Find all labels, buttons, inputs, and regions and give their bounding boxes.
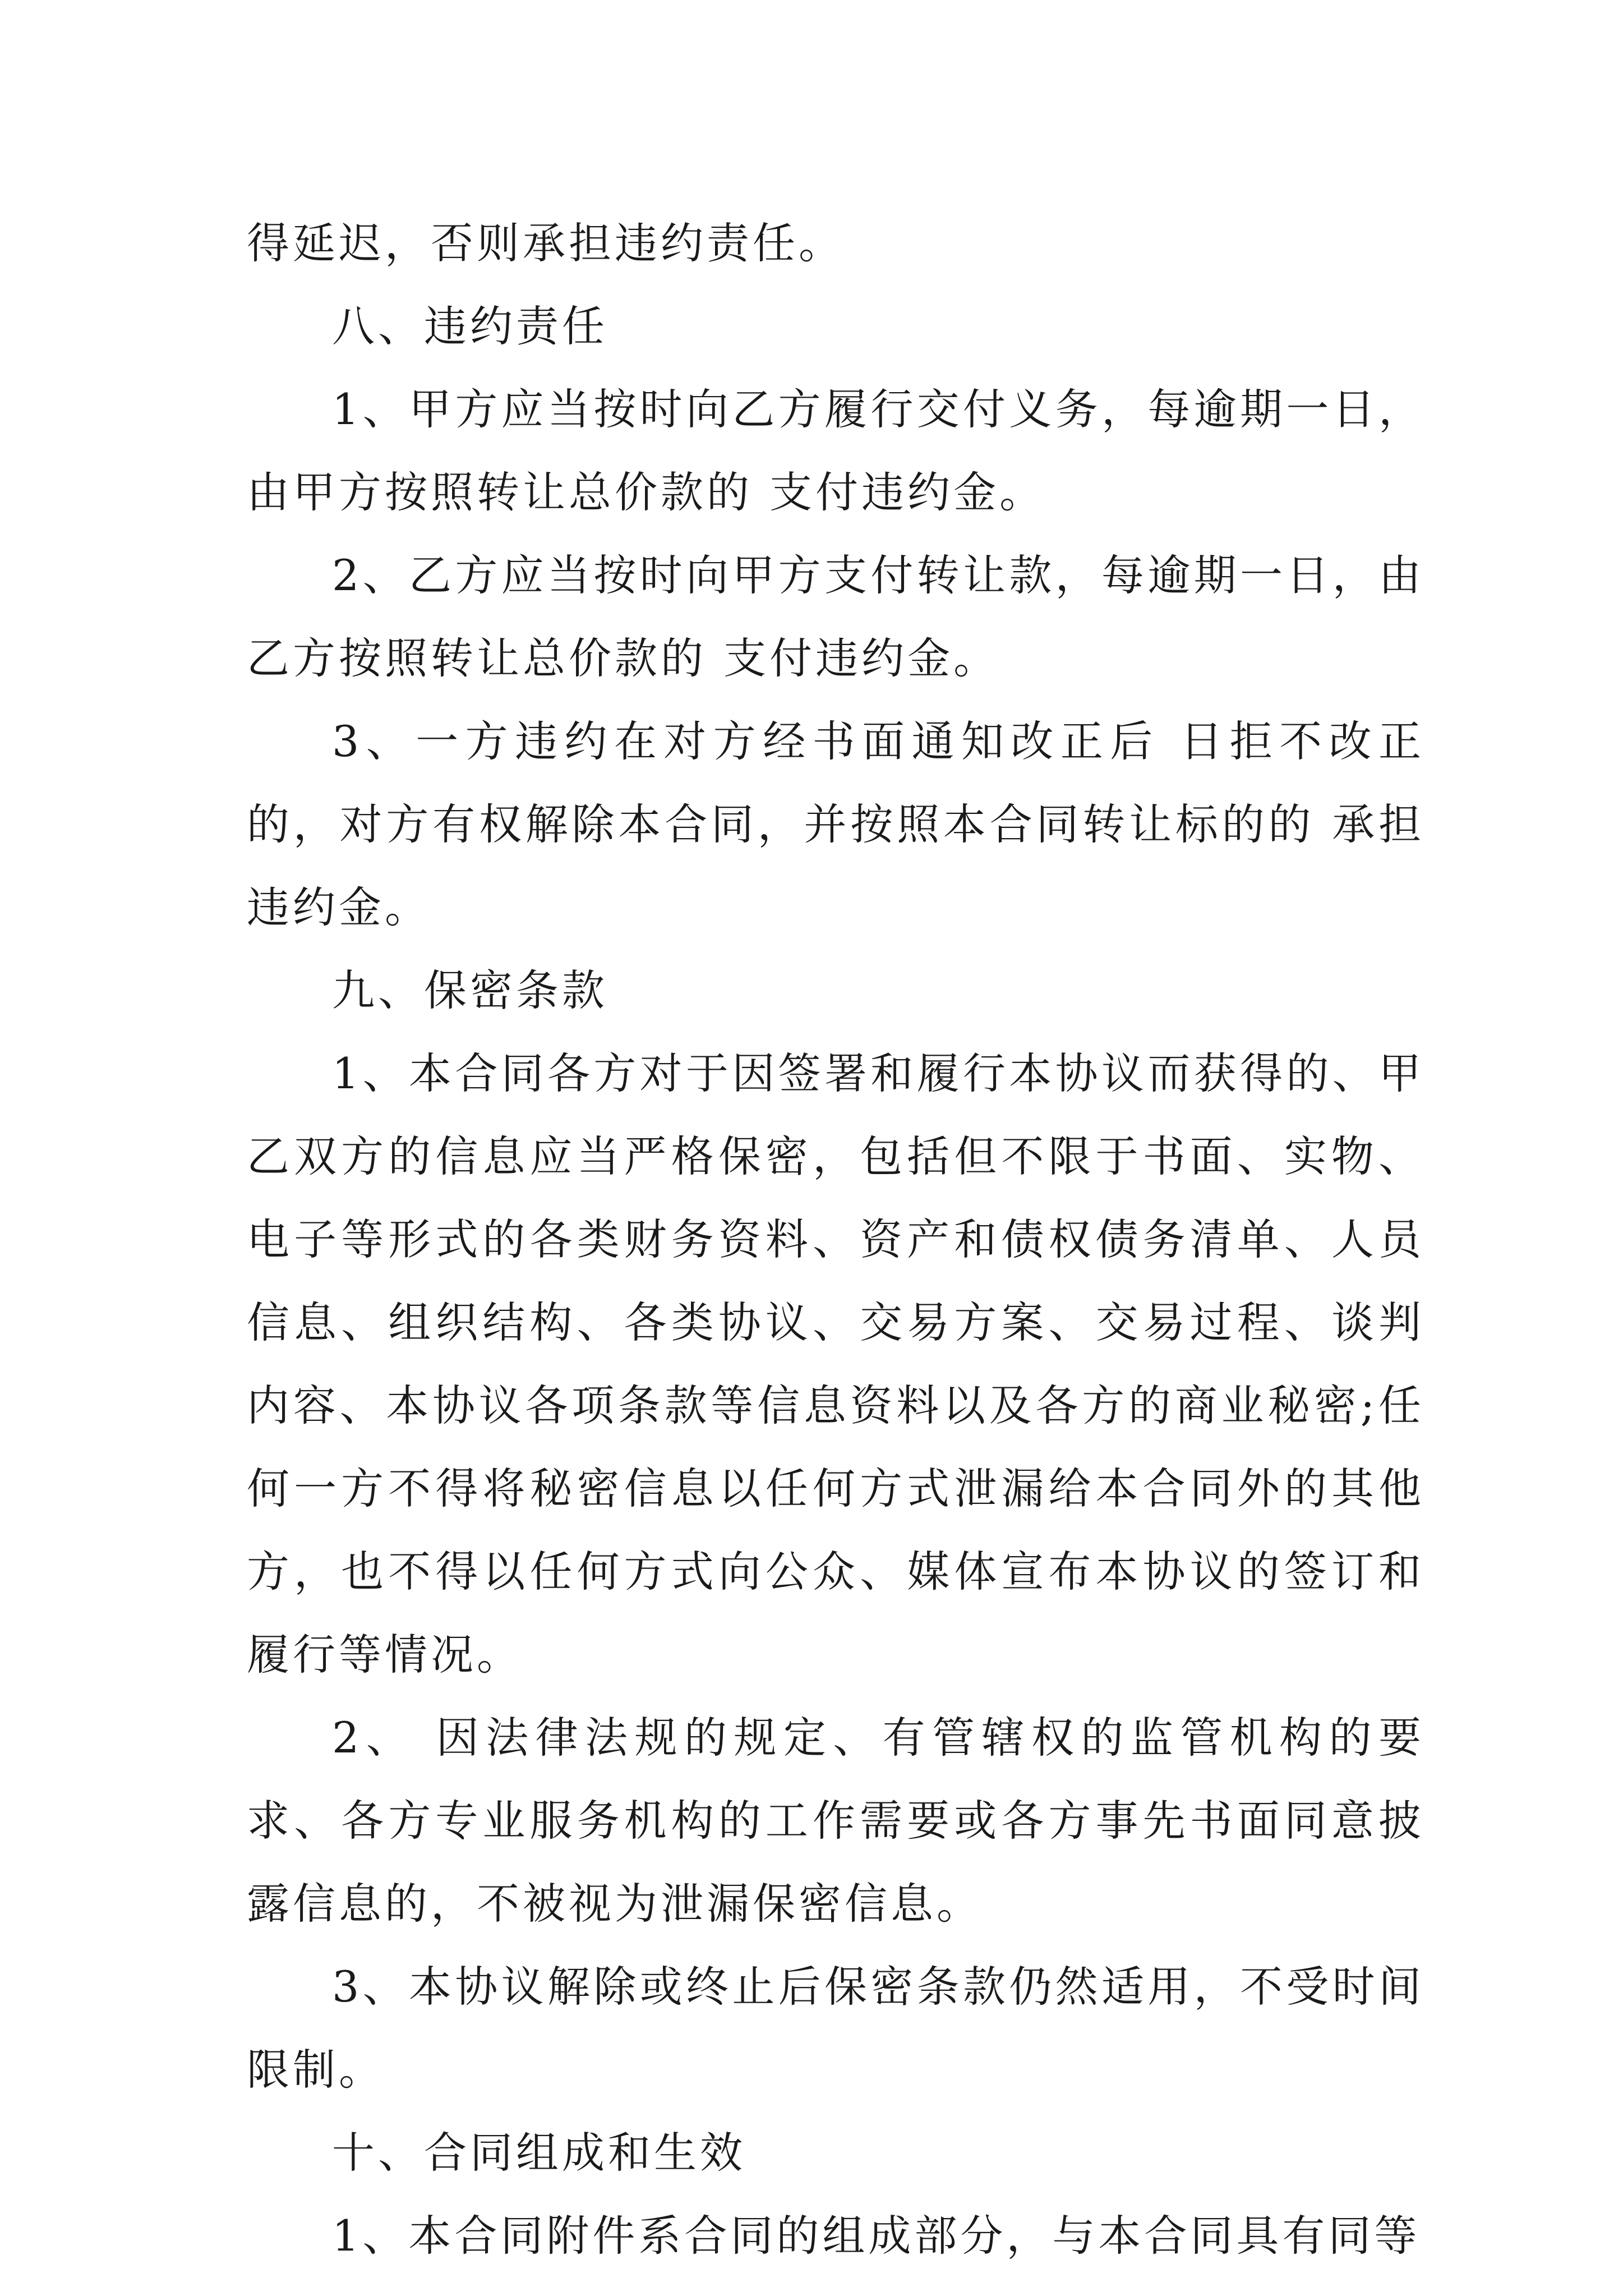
section-heading-contract-composition: 十、合同组成和生效 bbox=[332, 2128, 746, 2178]
section-heading-confidentiality: 九、保密条款 bbox=[332, 965, 608, 1015]
paragraph-breach-3: 3、一方违约在对方经书面通知改正后 日拒不改正的，对方有权解除本合同，并按照本合同转让标的的 承担违约金。 bbox=[247, 716, 1424, 932]
paragraph-confidentiality-2: 2、 因法律法规的规定、有管辖权的监管机构的要求、各方专业服务机构的工作需要或各方事先书面同意披露信息的，不被视为泄漏保密信息。 bbox=[247, 1713, 1424, 1929]
document-body bbox=[247, 202, 1424, 2277]
section-heading-breach-liability: 八、违约责任 bbox=[332, 301, 608, 351]
paragraph-confidentiality-3: 3、本协议解除或终止后保密条款仍然适用，不受时间限制。 bbox=[247, 1962, 1424, 2095]
paragraph-composition-1: 1、本合同附件系合同的组成部分，与本合同具有同等 bbox=[332, 2211, 1421, 2261]
paragraph-confidentiality-1: 1、本合同各方对于因签署和履行本协议而获得的、甲乙双方的信息应当严格保密，包括但不限于书面、实物、电子等形式的各类财务资料、资产和债权债务清单、人员信息、组织结构、各类协议、交易方案、交易过程、谈判内容、本协议各项条款等信息资料以及各方的商业秘密;任何一方不得将秘密信息以任何方式泄漏给本合同外的其他方，也不得以任何方式向公众、媒体宣布本协议的签订和履行等情况。 bbox=[247, 1048, 1424, 1680]
paragraph-breach-1: 1、甲方应当按时向乙方履行交付义务，每逾期一日，由甲方按照转让总价款的 支付违约金。 bbox=[247, 384, 1424, 517]
continuation-paragraph: 得延迟，否则承担违约责任。 bbox=[247, 218, 845, 268]
paragraph-breach-2: 2、乙方应当按时向甲方支付转让款，每逾期一日，由乙方按照转让总价款的 支付违约金。 bbox=[247, 550, 1424, 683]
